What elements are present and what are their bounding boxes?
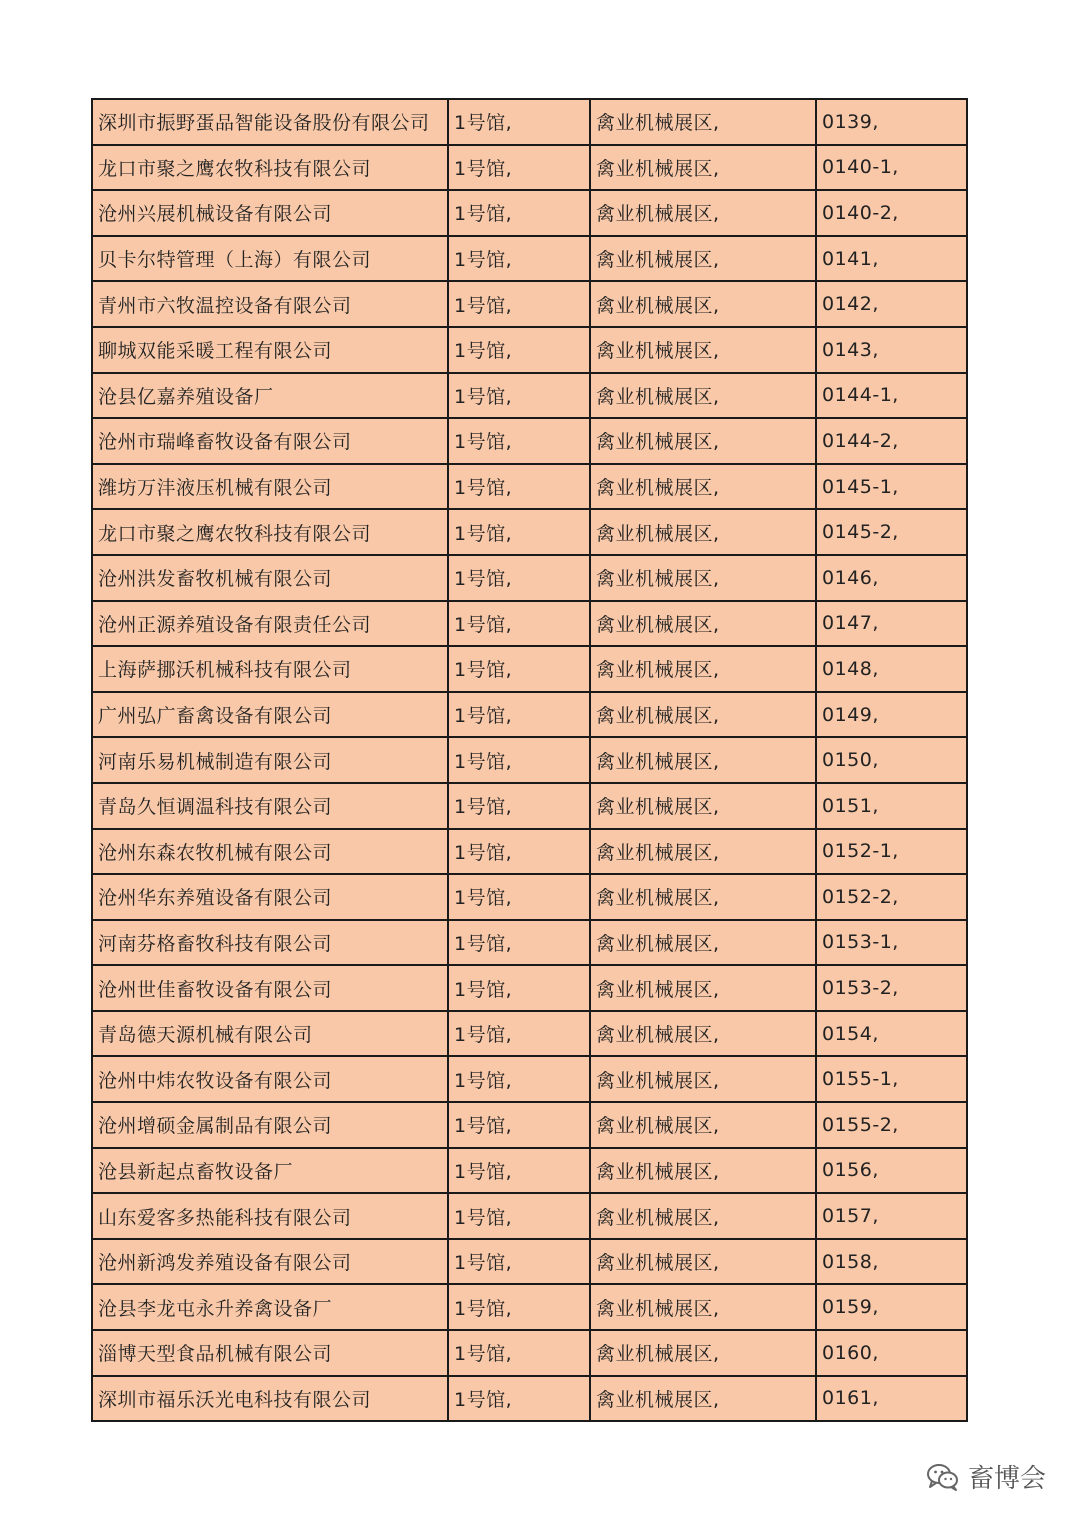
exhibitor-table-body: [92, 99, 967, 1421]
hall-cell: 1号馆,: [448, 1239, 590, 1285]
booth-cell: 0147,: [816, 601, 967, 647]
hall-cell: 1号馆,: [448, 1056, 590, 1102]
table-row: [92, 555, 967, 601]
table-row: [92, 783, 967, 829]
hall-cell: 1号馆,: [448, 1011, 590, 1057]
watermark-text: 畜博会: [967, 1464, 1046, 1494]
company-cell: 潍坊万沣液压机械有限公司: [92, 464, 448, 510]
table-row: [92, 327, 967, 373]
booth-cell: 0156,: [816, 1148, 967, 1194]
exhibitor-table: [91, 98, 968, 1422]
booth-cell: 0140-2,: [816, 190, 967, 236]
hall-cell: 1号馆,: [448, 327, 590, 373]
hall-cell: 1号馆,: [448, 920, 590, 966]
zone-cell: 禽业机械展区,: [590, 418, 816, 464]
booth-cell: 0148,: [816, 646, 967, 692]
table-row: [92, 1239, 967, 1285]
hall-cell: 1号馆,: [448, 555, 590, 601]
company-cell: 淄博天型食品机械有限公司: [92, 1330, 448, 1376]
hall-cell: 1号馆,: [448, 646, 590, 692]
booth-cell: 0153-2,: [816, 965, 967, 1011]
booth-cell: 0145-1,: [816, 464, 967, 510]
table-row: [92, 190, 967, 236]
hall-cell: 1号馆,: [448, 145, 590, 191]
company-cell: 青州市六牧温控设备有限公司: [92, 281, 448, 327]
zone-cell: 禽业机械展区,: [590, 1148, 816, 1194]
hall-cell: 1号馆,: [448, 874, 590, 920]
company-cell: 沧州世佳畜牧设备有限公司: [92, 965, 448, 1011]
company-cell: 深圳市福乐沃光电科技有限公司: [92, 1376, 448, 1422]
table-row: [92, 464, 967, 510]
zone-cell: 禽业机械展区,: [590, 464, 816, 510]
zone-cell: 禽业机械展区,: [590, 737, 816, 783]
booth-cell: 0152-1,: [816, 829, 967, 875]
company-cell: 沧州新鸿发养殖设备有限公司: [92, 1239, 448, 1285]
zone-cell: 禽业机械展区,: [590, 965, 816, 1011]
zone-cell: 禽业机械展区,: [590, 1193, 816, 1239]
table-row: [92, 646, 967, 692]
table-row: [92, 418, 967, 464]
zone-cell: 禽业机械展区,: [590, 874, 816, 920]
company-cell: 沧州兴展机械设备有限公司: [92, 190, 448, 236]
company-cell: 沧州华东养殖设备有限公司: [92, 874, 448, 920]
booth-cell: 0145-2,: [816, 509, 967, 555]
company-cell: 山东爱客多热能科技有限公司: [92, 1193, 448, 1239]
company-cell: 沧州增硕金属制品有限公司: [92, 1102, 448, 1148]
hall-cell: 1号馆,: [448, 1193, 590, 1239]
company-cell: 龙口市聚之鹰农牧科技有限公司: [92, 145, 448, 191]
hall-cell: 1号馆,: [448, 737, 590, 783]
hall-cell: 1号馆,: [448, 373, 590, 419]
watermark: [926, 1458, 1046, 1495]
company-cell: 青岛久恒调温科技有限公司: [92, 783, 448, 829]
zone-cell: 禽业机械展区,: [590, 920, 816, 966]
table-row: [92, 1056, 967, 1102]
table-row: [92, 236, 967, 282]
zone-cell: 禽业机械展区,: [590, 829, 816, 875]
zone-cell: 禽业机械展区,: [590, 145, 816, 191]
company-cell: 龙口市聚之鹰农牧科技有限公司: [92, 509, 448, 555]
hall-cell: 1号馆,: [448, 190, 590, 236]
table-row: [92, 1011, 967, 1057]
zone-cell: 禽业机械展区,: [590, 692, 816, 738]
company-cell: 深圳市振野蛋品智能设备股份有限公司: [92, 99, 448, 145]
zone-cell: 禽业机械展区,: [590, 555, 816, 601]
hall-cell: 1号馆,: [448, 418, 590, 464]
table-row: [92, 692, 967, 738]
hall-cell: 1号馆,: [448, 1284, 590, 1330]
zone-cell: 禽业机械展区,: [590, 1102, 816, 1148]
booth-cell: 0142,: [816, 281, 967, 327]
hall-cell: 1号馆,: [448, 1148, 590, 1194]
booth-cell: 0155-1,: [816, 1056, 967, 1102]
company-cell: 聊城双能采暖工程有限公司: [92, 327, 448, 373]
booth-cell: 0146,: [816, 555, 967, 601]
hall-cell: 1号馆,: [448, 965, 590, 1011]
hall-cell: 1号馆,: [448, 1376, 590, 1422]
booth-cell: 0149,: [816, 692, 967, 738]
booth-cell: 0157,: [816, 1193, 967, 1239]
hall-cell: 1号馆,: [448, 464, 590, 510]
company-cell: 沧县新起点畜牧设备厂: [92, 1148, 448, 1194]
table-row: [92, 509, 967, 555]
zone-cell: 禽业机械展区,: [590, 1376, 816, 1422]
zone-cell: 禽业机械展区,: [590, 1239, 816, 1285]
booth-cell: 0159,: [816, 1284, 967, 1330]
wechat-icon: [926, 1462, 960, 1492]
zone-cell: 禽业机械展区,: [590, 373, 816, 419]
hall-cell: 1号馆,: [448, 783, 590, 829]
booth-cell: 0158,: [816, 1239, 967, 1285]
company-cell: 沧州东森农牧机械有限公司: [92, 829, 448, 875]
zone-cell: 禽业机械展区,: [590, 1011, 816, 1057]
hall-cell: 1号馆,: [448, 236, 590, 282]
zone-cell: 禽业机械展区,: [590, 99, 816, 145]
booth-cell: 0140-1,: [816, 145, 967, 191]
hall-cell: 1号馆,: [448, 601, 590, 647]
hall-cell: 1号馆,: [448, 99, 590, 145]
booth-cell: 0141,: [816, 236, 967, 282]
table-row: [92, 1102, 967, 1148]
table-row: [92, 1330, 967, 1376]
booth-cell: 0151,: [816, 783, 967, 829]
table-row: [92, 737, 967, 783]
booth-cell: 0160,: [816, 1330, 967, 1376]
zone-cell: 禽业机械展区,: [590, 190, 816, 236]
zone-cell: 禽业机械展区,: [590, 281, 816, 327]
table-row: [92, 920, 967, 966]
table-row: [92, 1148, 967, 1194]
company-cell: 沧州中炜农牧设备有限公司: [92, 1056, 448, 1102]
company-cell: 沧州市瑞峰畜牧设备有限公司: [92, 418, 448, 464]
booth-cell: 0150,: [816, 737, 967, 783]
hall-cell: 1号馆,: [448, 1330, 590, 1376]
zone-cell: 禽业机械展区,: [590, 783, 816, 829]
hall-cell: 1号馆,: [448, 509, 590, 555]
zone-cell: 禽业机械展区,: [590, 646, 816, 692]
zone-cell: 禽业机械展区,: [590, 1330, 816, 1376]
zone-cell: 禽业机械展区,: [590, 1284, 816, 1330]
zone-cell: 禽业机械展区,: [590, 1056, 816, 1102]
booth-cell: 0144-2,: [816, 418, 967, 464]
booth-cell: 0161,: [816, 1376, 967, 1422]
company-cell: 沧县亿嘉养殖设备厂: [92, 373, 448, 419]
company-cell: 河南芬格畜牧科技有限公司: [92, 920, 448, 966]
company-cell: 贝卡尔特管理（上海）有限公司: [92, 236, 448, 282]
company-cell: 沧县李龙屯永升养禽设备厂: [92, 1284, 448, 1330]
zone-cell: 禽业机械展区,: [590, 236, 816, 282]
table-row: [92, 1376, 967, 1422]
zone-cell: 禽业机械展区,: [590, 327, 816, 373]
company-cell: 青岛德天源机械有限公司: [92, 1011, 448, 1057]
booth-cell: 0153-1,: [816, 920, 967, 966]
table-row: [92, 965, 967, 1011]
table-row: [92, 601, 967, 647]
company-cell: 沧州洪发畜牧机械有限公司: [92, 555, 448, 601]
table-row: [92, 1193, 967, 1239]
table-row: [92, 281, 967, 327]
company-cell: 上海萨挪沃机械科技有限公司: [92, 646, 448, 692]
booth-cell: 0152-2,: [816, 874, 967, 920]
table-row: [92, 145, 967, 191]
table-row: [92, 373, 967, 419]
zone-cell: 禽业机械展区,: [590, 601, 816, 647]
booth-cell: 0154,: [816, 1011, 967, 1057]
booth-cell: 0139,: [816, 99, 967, 145]
table-row: [92, 829, 967, 875]
hall-cell: 1号馆,: [448, 829, 590, 875]
booth-cell: 0155-2,: [816, 1102, 967, 1148]
table-row: [92, 99, 967, 145]
hall-cell: 1号馆,: [448, 692, 590, 738]
booth-cell: 0144-1,: [816, 373, 967, 419]
company-cell: 广州弘广畜禽设备有限公司: [92, 692, 448, 738]
hall-cell: 1号馆,: [448, 281, 590, 327]
hall-cell: 1号馆,: [448, 1102, 590, 1148]
booth-cell: 0143,: [816, 327, 967, 373]
table-row: [92, 874, 967, 920]
table-row: [92, 1284, 967, 1330]
company-cell: 沧州正源养殖设备有限责任公司: [92, 601, 448, 647]
zone-cell: 禽业机械展区,: [590, 509, 816, 555]
company-cell: 河南乐易机械制造有限公司: [92, 737, 448, 783]
